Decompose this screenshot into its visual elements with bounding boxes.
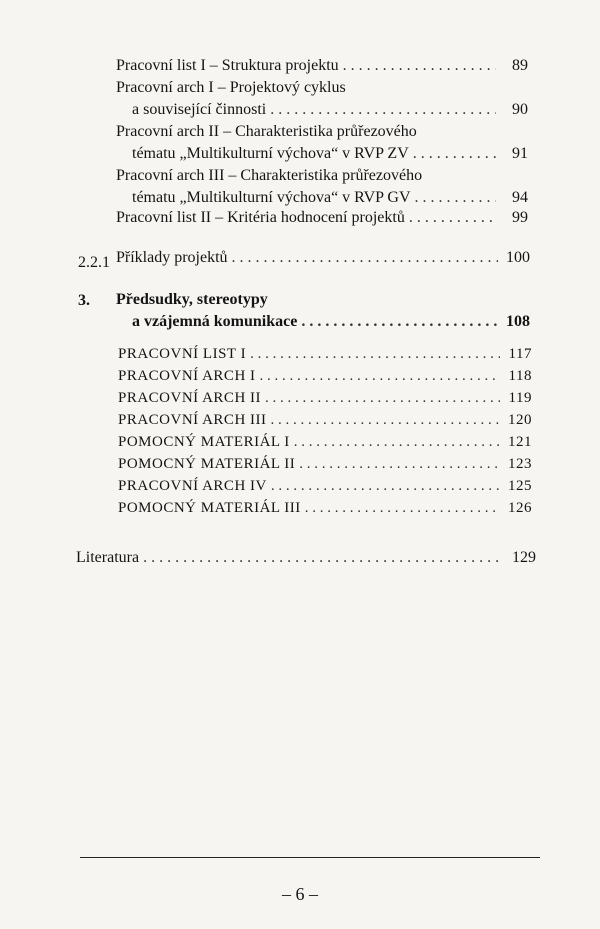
leader-dots	[409, 208, 496, 228]
toc-entry-page: 99	[512, 209, 528, 226]
toc-entry-page: 121	[508, 434, 532, 450]
toc-entry-title: PRACOVNÍ ARCH IV	[118, 478, 267, 494]
toc-entry-page: 123	[508, 456, 532, 472]
toc-entry-title: Pracovní arch III – Charakteristika průřezového	[116, 167, 423, 184]
leader-dots	[260, 366, 500, 386]
toc-entry-title: Pracovní arch I – Projektový cyklus	[116, 79, 346, 96]
toc-entry-title: Literatura	[76, 549, 140, 566]
leader-dots	[265, 388, 500, 408]
toc-entry-title: POMOCNÝ MATERIÁL II	[118, 456, 296, 472]
toc-entry-title: Pracovní list II – Kritéria hodnocení projektů	[116, 209, 405, 226]
toc-entry-section	[116, 290, 530, 332]
toc-entry	[116, 166, 528, 208]
toc-entry-title-cont: a související činnosti	[132, 101, 267, 118]
toc-entry-title: Pracovní list I – Struktura projektu	[116, 57, 339, 74]
toc-entry-page: 91	[512, 145, 528, 162]
leader-dots	[143, 548, 504, 568]
toc-entry	[118, 498, 532, 518]
leader-dots	[271, 476, 500, 496]
toc-entry-page: 129	[512, 549, 536, 566]
toc-entry-page: 125	[508, 478, 532, 494]
toc-entry	[116, 56, 528, 76]
leader-dots	[271, 410, 500, 430]
toc-entry-page: 117	[508, 346, 532, 362]
leader-dots	[301, 312, 498, 332]
toc-entry-page: 120	[508, 412, 532, 428]
toc-entry-title: Příklady projektů	[116, 249, 228, 266]
leader-dots	[415, 188, 496, 208]
toc-entry	[118, 388, 532, 408]
leader-dots	[232, 248, 498, 268]
toc-entry-title: POMOCNÝ MATERIÁL III	[118, 500, 301, 516]
toc-entry	[116, 122, 528, 164]
toc-entry-page: 108	[506, 313, 530, 330]
toc-entry	[118, 410, 532, 430]
toc-entry-title: PRACOVNÍ ARCH II	[118, 390, 262, 406]
toc-entry	[116, 78, 528, 120]
leader-dots	[270, 100, 496, 120]
footer-rule	[80, 857, 540, 858]
leader-dots	[343, 56, 496, 76]
toc-entry-page: 90	[512, 101, 528, 118]
leader-dots	[413, 144, 496, 164]
leader-dots	[299, 454, 500, 474]
toc-entry-page: 119	[508, 390, 532, 406]
section-title: Předsudky, stereotypy	[116, 291, 268, 308]
toc-entry-page: 89	[512, 57, 528, 74]
toc-entry-page: 118	[508, 368, 532, 384]
toc-entry	[118, 366, 532, 386]
subsection-number: 2.2.1	[78, 254, 110, 271]
toc-entry-title-cont: tématu „Multikulturní výchova“ v RVP ZV	[132, 145, 409, 162]
toc-entry-title-cont: tématu „Multikulturní výchova“ v RVP GV	[132, 189, 411, 206]
toc-entry-page: 100	[506, 249, 530, 266]
toc-entry-title: PRACOVNÍ ARCH I	[118, 368, 256, 384]
toc-entry-title: Pracovní arch II – Charakteristika průřezového	[116, 123, 417, 140]
section-title-cont: a vzájemná komunikace	[132, 313, 298, 330]
toc-entry	[118, 432, 532, 452]
toc-entry-page: 94	[512, 189, 528, 206]
leader-dots	[250, 344, 500, 364]
toc-entry-title: PRACOVNÍ ARCH III	[118, 412, 267, 428]
toc-entry-title: PRACOVNÍ LIST I	[118, 346, 247, 362]
toc-entry-literature	[76, 548, 536, 568]
toc-entry	[118, 476, 532, 496]
toc-entry-subsection	[116, 248, 530, 268]
toc-entry-title: POMOCNÝ MATERIÁL I	[118, 434, 290, 450]
leader-dots	[305, 498, 500, 518]
toc-entry	[116, 208, 528, 228]
toc-entry	[118, 344, 532, 364]
page-number: – 6 –	[282, 884, 318, 904]
toc-entry-page: 126	[508, 500, 532, 516]
toc-entry	[118, 454, 532, 474]
leader-dots	[294, 432, 500, 452]
section-number: 3.	[78, 292, 90, 309]
